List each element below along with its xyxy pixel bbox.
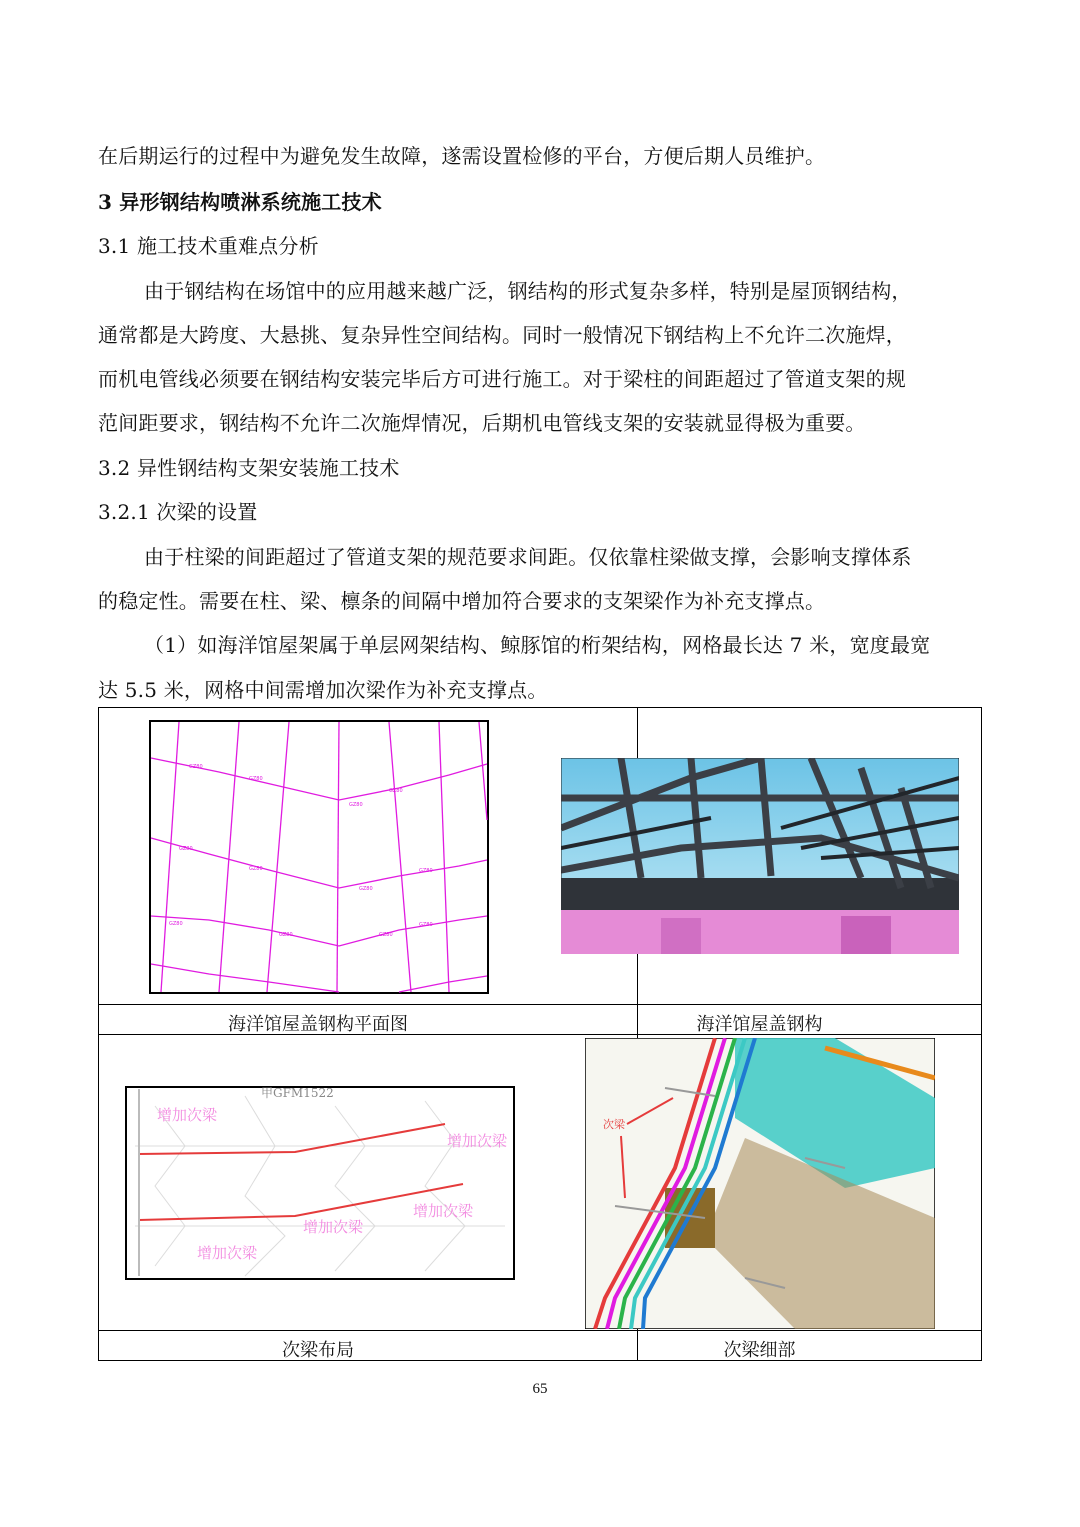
body-line-1: 在后期运行的过程中为避免发生故障，遂需设置检修的平台，方便后期人员维护。 xyxy=(98,144,826,168)
para1-line-3: 而机电管线必须要在钢结构安装完毕后方可进行施工。对于梁柱的间距超过了管道支架的规 xyxy=(98,367,906,391)
svg-text:GZ80: GZ80 xyxy=(189,764,203,770)
table-divider-h1 xyxy=(99,1004,981,1005)
caption-roof-steel: 海洋馆屋盖钢构 xyxy=(696,1014,823,1035)
bl-label-5: 增加次梁 xyxy=(197,1244,258,1262)
bl-label-2: 增加次梁 xyxy=(447,1132,508,1150)
para2-line-2: 的稳定性。需要在柱、梁、檩条的间隔中增加符合要求的支架梁作为补充支撑点。 xyxy=(98,589,826,613)
para3-line-2: 达 5.5 米，网格中间需增加次梁作为补充支撑点。 xyxy=(98,678,548,702)
caption-roof-plan: 海洋馆屋盖钢构平面图 xyxy=(228,1014,408,1035)
section-heading-3: 3 异形钢结构喷淋系统施工技术 xyxy=(98,190,382,214)
svg-text:GZ80: GZ80 xyxy=(419,868,433,874)
bl-label-1: 增加次梁 xyxy=(157,1106,218,1124)
secondary-beam-detail-figure xyxy=(585,1038,935,1329)
svg-text:GZ80: GZ80 xyxy=(349,802,363,808)
para3-line-1: （1）如海洋馆屋架属于单层网架结构、鲸豚馆的桁架结构，网格最长达 7 米，宽度最宽 xyxy=(144,633,931,657)
svg-text:GZ80: GZ80 xyxy=(379,932,393,938)
bl-label-3: 增加次梁 xyxy=(413,1202,474,1220)
para1-line-4: 范间距要求，钢结构不允许二次施焊情况，后期机电管线支架的安装就显得极为重要。 xyxy=(98,411,866,435)
svg-text:GZ80: GZ80 xyxy=(179,846,193,852)
section-heading-3-1: 3.1 施工技术重难点分析 xyxy=(98,234,319,258)
para1-line-1: 由于钢结构在场馆中的应用越来越广泛，钢结构的形式复杂多样，特别是屋顶钢结构， xyxy=(144,279,912,303)
page-number: 65 xyxy=(532,1381,548,1397)
br-label: 次梁 xyxy=(603,1118,625,1131)
figure-table xyxy=(98,707,982,1361)
caption-beam-detail: 次梁细部 xyxy=(723,1340,796,1361)
svg-text:GZ80: GZ80 xyxy=(389,788,403,794)
section-heading-3-2-1: 3.2.1 次梁的设置 xyxy=(98,500,258,524)
svg-text:GZ80: GZ80 xyxy=(249,866,263,872)
roof-steel-plan-figure xyxy=(149,720,489,994)
svg-text:GZ80: GZ80 xyxy=(249,776,263,782)
svg-text:GZ80: GZ80 xyxy=(419,922,433,928)
section-heading-3-2: 3.2 异性钢结构支架安装施工技术 xyxy=(98,456,400,480)
para1-line-2: 通常都是大跨度、大悬挑、复杂异性空间结构。同时一般情况下钢结构上不允许二次施焊， xyxy=(98,323,906,347)
bl-label-4: 增加次梁 xyxy=(303,1218,364,1236)
svg-text:GZ80: GZ80 xyxy=(359,886,373,892)
bl-label-top: 甲GFM1522 xyxy=(261,1086,334,1100)
svg-text:GZ80: GZ80 xyxy=(279,932,293,938)
roof-steel-3d-figure xyxy=(561,758,959,954)
caption-beam-layout: 次梁布局 xyxy=(282,1340,354,1361)
para2-line-1: 由于柱梁的间距超过了管道支架的规范要求间距。仅依靠柱梁做支撑，会影响支撑体系 xyxy=(144,545,912,569)
table-divider-h3 xyxy=(99,1330,981,1331)
svg-text:GZ80: GZ80 xyxy=(169,921,183,927)
